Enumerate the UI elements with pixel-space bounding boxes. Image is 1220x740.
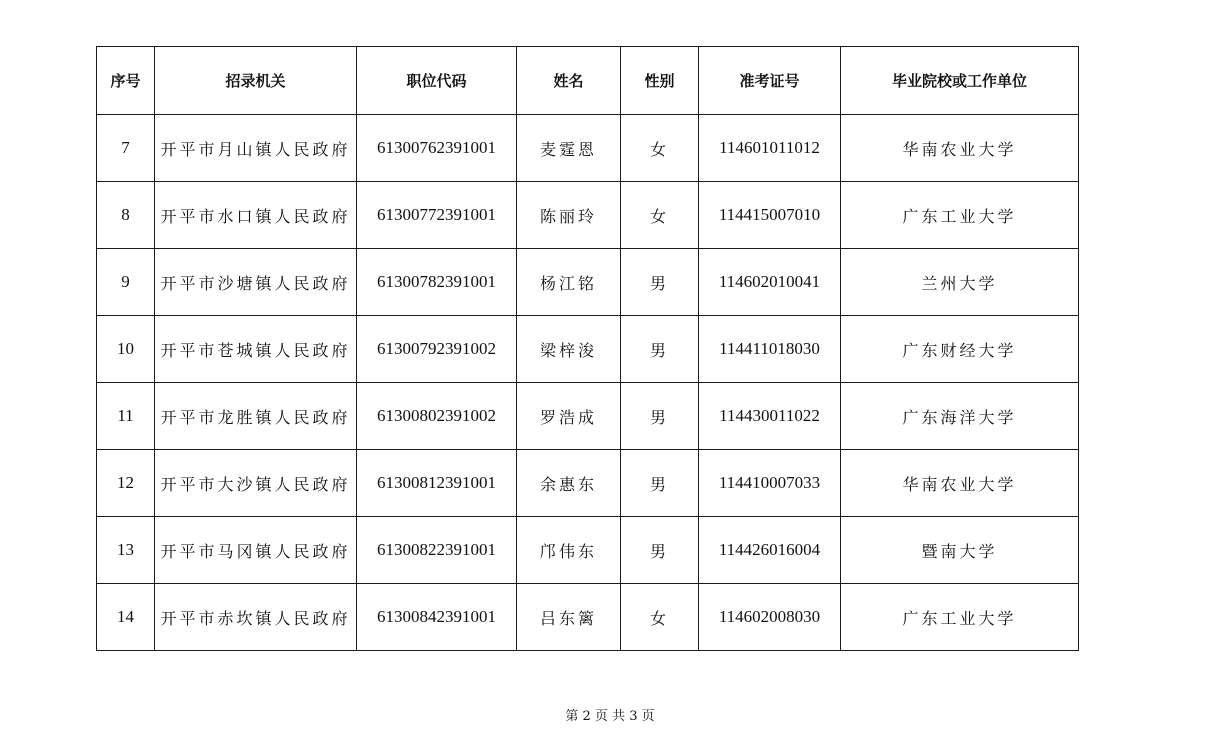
cell-school: 华南农业大学 (841, 115, 1079, 182)
cell-name: 麦霆恩 (517, 115, 621, 182)
cell-agency: 开平市月山镇人民政府 (155, 115, 357, 182)
cell-exam-id: 114410007033 (699, 450, 841, 517)
cell-exam-id: 114415007010 (699, 182, 841, 249)
cell-agency: 开平市大沙镇人民政府 (155, 450, 357, 517)
table-row (97, 517, 1079, 584)
header-position-code: 职位代码 (357, 47, 517, 115)
cell-gender: 男 (621, 249, 699, 316)
cell-gender: 男 (621, 517, 699, 584)
cell-agency: 开平市苍城镇人民政府 (155, 316, 357, 383)
page-footer (0, 705, 1220, 724)
cell-agency: 开平市水口镇人民政府 (155, 182, 357, 249)
cell-agency: 开平市马冈镇人民政府 (155, 517, 357, 584)
cell-agency: 开平市龙胜镇人民政府 (155, 383, 357, 450)
table-row (97, 316, 1079, 383)
table-row (97, 584, 1079, 651)
cell-exam-id: 114602010041 (699, 249, 841, 316)
cell-serial: 14 (97, 584, 155, 651)
cell-serial: 11 (97, 383, 155, 450)
page-number-label: 第 2 页 共 3 页 (565, 709, 655, 724)
header-serial: 序号 (97, 47, 155, 115)
cell-gender: 男 (621, 450, 699, 517)
cell-school: 暨南大学 (841, 517, 1079, 584)
cell-school: 兰州大学 (841, 249, 1079, 316)
cell-name: 余惠东 (517, 450, 621, 517)
cell-serial: 10 (97, 316, 155, 383)
table-row (97, 115, 1079, 182)
cell-exam-id: 114430011022 (699, 383, 841, 450)
cell-position-code: 61300842391001 (357, 584, 517, 651)
cell-name: 邝伟东 (517, 517, 621, 584)
header-exam-id: 准考证号 (699, 47, 841, 115)
header-name: 姓名 (517, 47, 621, 115)
cell-serial: 7 (97, 115, 155, 182)
cell-agency: 开平市沙塘镇人民政府 (155, 249, 357, 316)
cell-school: 广东工业大学 (841, 584, 1079, 651)
cell-serial: 12 (97, 450, 155, 517)
cell-name: 罗浩成 (517, 383, 621, 450)
table-row (97, 249, 1079, 316)
cell-gender: 女 (621, 115, 699, 182)
cell-position-code: 61300792391002 (357, 316, 517, 383)
cell-exam-id: 114601011012 (699, 115, 841, 182)
cell-exam-id: 114411018030 (699, 316, 841, 383)
cell-name: 陈丽玲 (517, 182, 621, 249)
cell-gender: 女 (621, 584, 699, 651)
table-row (97, 450, 1079, 517)
cell-serial: 13 (97, 517, 155, 584)
cell-school: 广东财经大学 (841, 316, 1079, 383)
table-row (97, 182, 1079, 249)
cell-exam-id: 114602008030 (699, 584, 841, 651)
cell-position-code: 61300772391001 (357, 182, 517, 249)
cell-agency: 开平市赤坎镇人民政府 (155, 584, 357, 651)
cell-gender: 女 (621, 182, 699, 249)
cell-school: 华南农业大学 (841, 450, 1079, 517)
cell-position-code: 61300762391001 (357, 115, 517, 182)
table-row (97, 383, 1079, 450)
cell-position-code: 61300802391002 (357, 383, 517, 450)
cell-exam-id: 114426016004 (699, 517, 841, 584)
cell-school: 广东海洋大学 (841, 383, 1079, 450)
cell-serial: 8 (97, 182, 155, 249)
cell-position-code: 61300812391001 (357, 450, 517, 517)
cell-position-code: 61300822391001 (357, 517, 517, 584)
recruitment-table (96, 46, 1079, 651)
cell-serial: 9 (97, 249, 155, 316)
header-gender: 性别 (621, 47, 699, 115)
cell-gender: 男 (621, 316, 699, 383)
cell-name: 吕东篱 (517, 584, 621, 651)
cell-position-code: 61300782391001 (357, 249, 517, 316)
cell-gender: 男 (621, 383, 699, 450)
table-header-row (97, 47, 1079, 115)
cell-name: 杨江铭 (517, 249, 621, 316)
header-school-or-employer: 毕业院校或工作单位 (841, 47, 1079, 115)
cell-school: 广东工业大学 (841, 182, 1079, 249)
cell-name: 梁梓浚 (517, 316, 621, 383)
header-agency: 招录机关 (155, 47, 357, 115)
